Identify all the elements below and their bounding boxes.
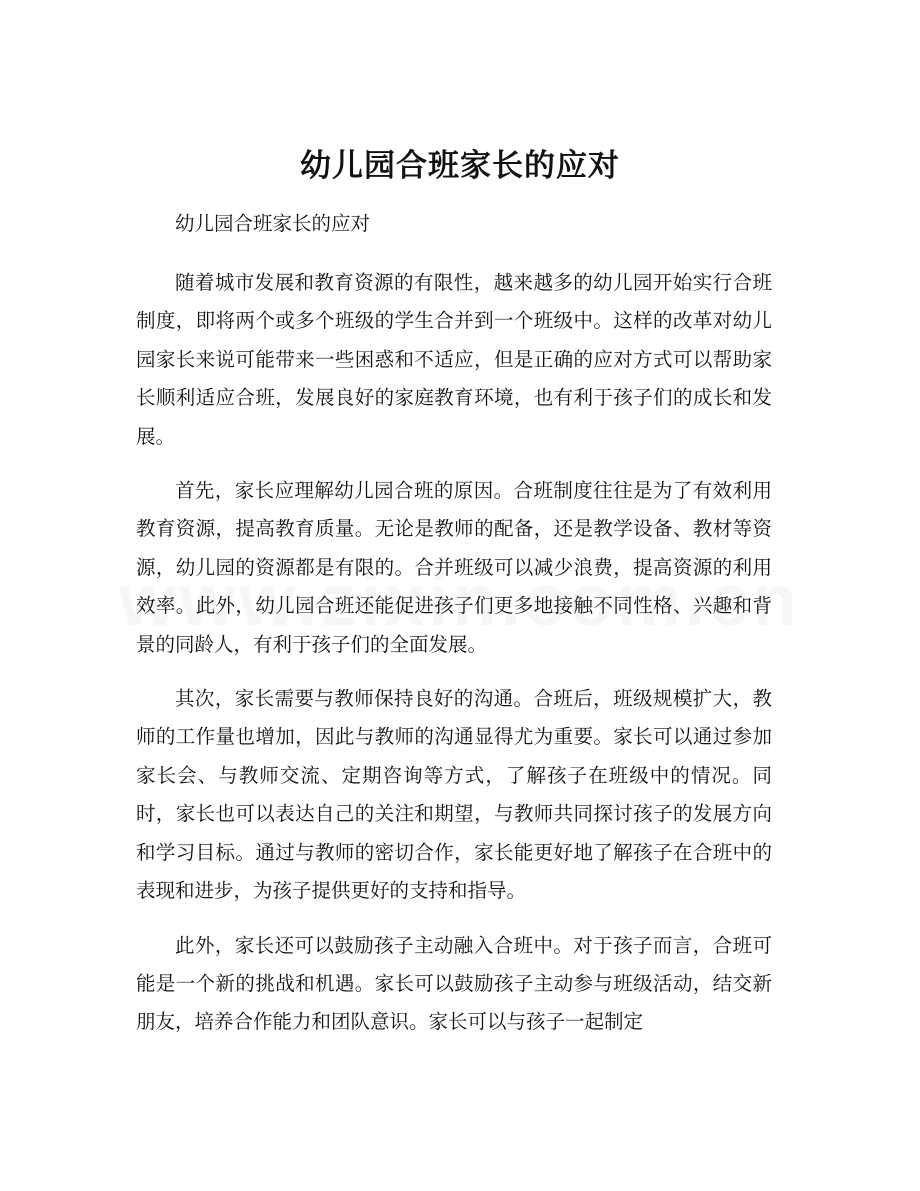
paragraph-3: 其次，家长需要与教师保持良好的沟通。合班后，班级规模扩大，教师的工作量也增加，因此与教师的沟通显得尤为重要。家长可以通过参加家长会、与教师交流、定期咨询等方式，了解孩子在班级中的情况。同时，家长也可以表达自己的关注和期望，与教师共同探讨孩子的发展方向和学习目标。通过与教师的密切合作，家长能更好地了解孩子在合班中的表现和进步，为孩子提供更好的支持和指导。 [136, 687, 772, 903]
document-title: 幼儿园合班家长的应对 [300, 148, 620, 184]
paragraph-4: 此外，家长还可以鼓励孩子主动融入合班中。对于孩子而言，合班可能是一个新的挑战和机遇。家长可以鼓励孩子主动参与班级活动，结交新朋友，培养合作能力和团队意识。家长可以与孩子一起制定 [136, 933, 772, 1034]
document-subtitle: 幼儿园合班家长的应对 [175, 212, 371, 235]
document-body [136, 200, 772, 1058]
paragraph-2: 首先，家长应理解幼儿园合班的原因。合班制度往往是为了有效利用教育资源，提高教育质量。无论是教师的配备，还是教学设备、教材等资源，幼儿园的资源都是有限的。合并班级可以减少浪费，提高资源的利用效率。此外，幼儿园合班还能促进孩子们更多地接触不同性格、兴趣和背景的同龄人，有利于孩子们的全面发展。 [136, 479, 772, 656]
paragraph-1: 随着城市发展和教育资源的有限性，越来越多的幼儿园开始实行合班制度，即将两个或多个班级的学生合并到一个班级中。这样的改革对幼儿园家长来说可能带来一些困惑和不适应，但是正确的应对方式可以帮助家长顺利适应合班，发展良好的家庭教育环境，也有利于孩子们的成长和发展。 [136, 271, 772, 448]
